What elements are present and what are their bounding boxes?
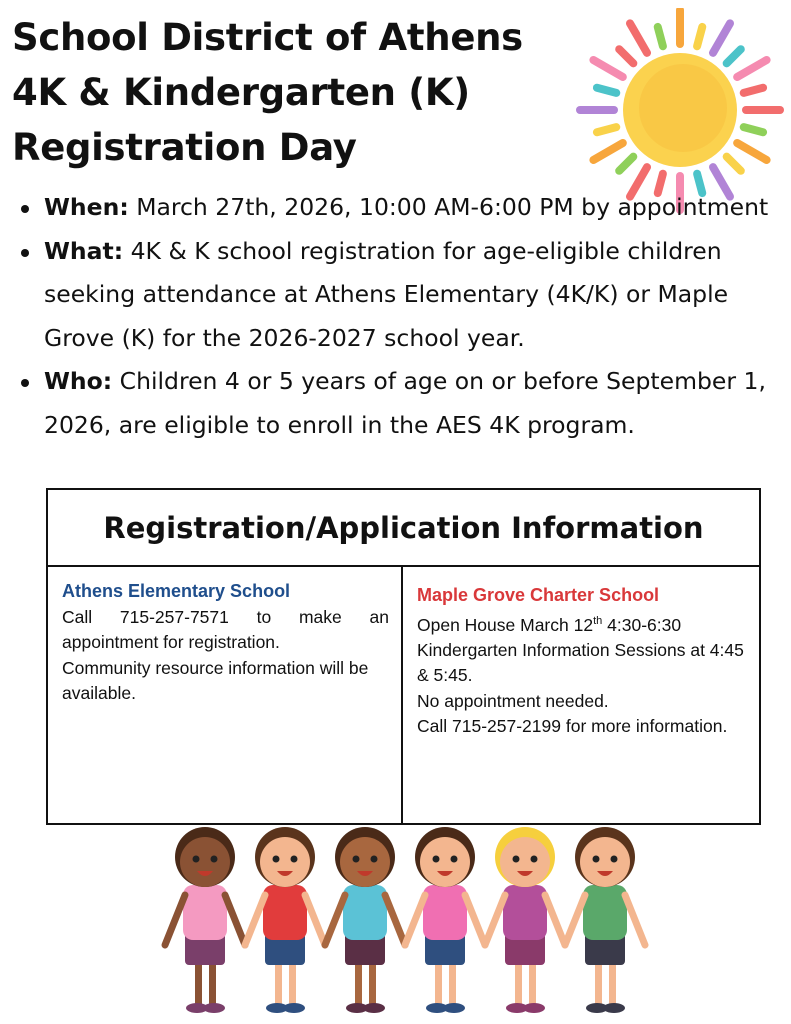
title-line: Registration Day (12, 126, 357, 169)
sun-ray (744, 127, 763, 132)
maple-sessions: Kindergarten Information Sessions at 4:45 & 5:45. (417, 639, 744, 686)
title-line: 4K & Kindergarten (K) (12, 71, 470, 114)
maple-no-appointment: No appointment needed. (417, 690, 609, 711)
sun-ray (727, 49, 741, 63)
maple-grove-cell (403, 567, 759, 823)
child-figure (245, 827, 325, 1013)
list-item-what (44, 230, 774, 361)
sun-ray (597, 127, 616, 132)
list-item-when (44, 186, 774, 230)
sun-ray (744, 88, 763, 93)
sun-ray (593, 143, 622, 160)
sun-inner (639, 64, 727, 152)
child-figure (405, 827, 485, 1013)
bullet-text: March 27th, 2026, 10:00 AM-6:00 PM by appointment (128, 193, 769, 221)
bullet-label: What: (44, 236, 124, 265)
sun-ray (737, 143, 766, 160)
table-heading: Registration/Application Information (48, 490, 759, 567)
open-house-time: 4:30-6:30 (602, 614, 682, 635)
details-list (0, 186, 774, 447)
sun-ray (630, 23, 647, 52)
sun-ray (597, 88, 616, 93)
athens-school-name: Athens Elementary School (62, 581, 291, 601)
athens-elementary-cell (48, 567, 403, 823)
sun-ray (737, 60, 766, 77)
page-title (12, 10, 523, 175)
sun-ray (697, 27, 702, 46)
child-figure (485, 827, 565, 1013)
bullet-text: 4K & K school registration for age-eligible children seeking attendance at Athens Elementary (4K/K) or Maple Grove (K) for the 2026-2027 school year. (44, 236, 729, 352)
athens-resource-text: Community resource information will be available. (62, 657, 369, 703)
maple-open-house (417, 609, 747, 638)
maple-school-name: Maple Grove Charter School (417, 585, 660, 605)
sun-ray (658, 27, 663, 46)
sun-ray (619, 49, 633, 63)
child-figure (325, 827, 405, 1013)
sun-ray (727, 157, 741, 171)
ordinal-suffix: th (593, 614, 603, 627)
bullet-label: Who: (44, 367, 113, 395)
maple-call: Call 715-257-2199 for more information. (417, 716, 728, 737)
athens-call-text: Call 715-257-7571 to make an appointment for registration. (62, 606, 389, 652)
registration-info-table (46, 488, 761, 825)
children-holding-hands-illustration (145, 815, 665, 1020)
title-line: School District of Athens (12, 16, 523, 59)
list-item-who (44, 360, 774, 447)
sun-ray (593, 60, 622, 77)
sun-ray (619, 157, 633, 171)
sun-ray (713, 23, 730, 52)
bullet-label: When: (44, 193, 129, 221)
child-figure (565, 827, 645, 1013)
child-figure (165, 827, 245, 1013)
open-house-date: Open House March 12 (417, 614, 594, 635)
bullet-text: Children 4 or 5 years of age on or before September 1, 2026, are eligible to enroll in the AES 4K program. (44, 367, 766, 439)
